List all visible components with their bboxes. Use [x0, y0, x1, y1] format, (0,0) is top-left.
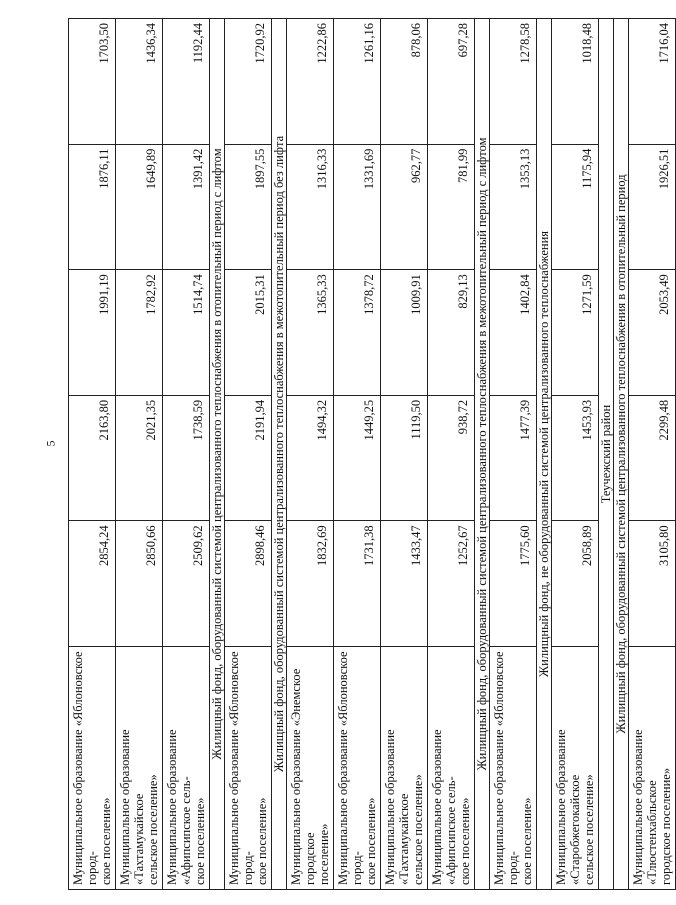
value-cell: 1832,69 — [287, 521, 334, 647]
municipality-name-line: Муниципальное образование «Тахтамукайское — [118, 729, 146, 885]
value-cell: 1514,74 — [163, 270, 210, 396]
value-cell: 2850,66 — [116, 521, 163, 647]
municipality-name-line: ское поселение» — [193, 797, 207, 885]
value-cell: 1331,69 — [334, 144, 381, 270]
table-row — [629, 19, 676, 890]
value-cell: 1175,94 — [552, 144, 599, 270]
municipality-name-line: Муниципальное образование «Яблоновское город- — [336, 651, 364, 885]
section-header-row — [537, 19, 552, 890]
section-header-row — [599, 19, 614, 890]
section-header-row — [272, 19, 287, 890]
municipality-cell — [334, 647, 381, 890]
tariff-table — [68, 18, 676, 890]
value-cell: 1775,60 — [490, 521, 537, 647]
municipality-name-line: сельское поселение» — [146, 774, 160, 885]
value-cell: 697,28 — [428, 19, 475, 145]
table-row — [552, 19, 599, 890]
value-cell: 1192,44 — [163, 19, 210, 145]
municipality-name-line: Муниципальное образование «Яблоновское город- — [492, 651, 520, 885]
value-cell: 1453,93 — [552, 395, 599, 521]
municipality-cell — [490, 647, 537, 890]
municipality-name-line: ское поселение» — [458, 797, 472, 885]
value-cell: 1991,19 — [69, 270, 116, 396]
value-cell: 1897,55 — [225, 144, 272, 270]
municipality-name-line: сельское поселение» — [411, 774, 425, 885]
value-cell: 962,77 — [381, 144, 428, 270]
municipality-name-line: ское поселение» — [364, 797, 378, 885]
value-cell: 2854,24 — [69, 521, 116, 647]
value-cell: 878,06 — [381, 19, 428, 145]
section-header: Жилищный фонд, оборудованный системой централизованного теплоснабжения в отопительный период с лифтом — [210, 19, 225, 890]
value-cell: 2053,49 — [629, 270, 676, 396]
value-cell: 1720,92 — [225, 19, 272, 145]
value-cell: 1402,84 — [490, 270, 537, 396]
municipality-cell — [381, 647, 428, 890]
municipality-name-line: сельское поселение» — [582, 774, 596, 885]
municipality-name-line: городское поселение» — [659, 767, 673, 885]
value-cell: 1782,92 — [116, 270, 163, 396]
value-cell: 1716,04 — [629, 19, 676, 145]
value-cell: 1433,47 — [381, 521, 428, 647]
municipality-cell — [428, 647, 475, 890]
section-header-row — [614, 19, 629, 890]
section-header: Жилищный фонд, не оборудованный системой централизованного теплоснабжения — [537, 19, 552, 890]
value-cell: 1261,16 — [334, 19, 381, 145]
value-cell: 1252,67 — [428, 521, 475, 647]
value-cell: 1436,34 — [116, 19, 163, 145]
value-cell: 829,13 — [428, 270, 475, 396]
municipality-name-line: ское поселение» — [520, 797, 534, 885]
value-cell: 2898,46 — [225, 521, 272, 647]
value-cell: 2015,31 — [225, 270, 272, 396]
value-cell: 1271,59 — [552, 270, 599, 396]
table-row — [334, 19, 381, 890]
value-cell: 1353,13 — [490, 144, 537, 270]
table-body — [69, 19, 676, 890]
value-cell: 1018,48 — [552, 19, 599, 145]
municipality-cell — [629, 647, 676, 890]
value-cell: 1926,51 — [629, 144, 676, 270]
value-cell: 938,72 — [428, 395, 475, 521]
value-cell: 1391,42 — [163, 144, 210, 270]
value-cell: 1477,39 — [490, 395, 537, 521]
municipality-cell — [225, 647, 272, 890]
value-cell: 1876,11 — [69, 144, 116, 270]
municipality-name-line: ское поселение» — [255, 797, 269, 885]
municipality-cell — [69, 647, 116, 890]
value-cell: 3105,80 — [629, 521, 676, 647]
value-cell: 1119,50 — [381, 395, 428, 521]
section-header: Жилищный фонд, оборудованный системой централизованного теплоснабжения в межотопительный период без лифта — [272, 19, 287, 890]
value-cell: 2509,62 — [163, 521, 210, 647]
municipality-cell — [552, 647, 599, 890]
table-row — [381, 19, 428, 890]
value-cell: 2058,89 — [552, 521, 599, 647]
section-header: Жилищный фонд, оборудованный системой централизованного теплоснабжения в отопительный период — [614, 19, 629, 890]
value-cell: 2021,35 — [116, 395, 163, 521]
table-row — [287, 19, 334, 890]
value-cell: 1316,33 — [287, 144, 334, 270]
table-container — [68, 18, 673, 890]
municipality-name-line: Муниципальное образование «Старобжегокайское — [554, 729, 582, 885]
table-row — [163, 19, 210, 890]
municipality-name-line: ское поселение» — [99, 797, 113, 885]
section-header: Жилищный фонд, оборудованный системой централизованного теплоснабжения в межотопительный период с лифтом — [475, 19, 490, 890]
municipality-cell — [163, 647, 210, 890]
value-cell: 1365,33 — [287, 270, 334, 396]
section-header-row — [210, 19, 225, 890]
municipality-cell — [287, 647, 334, 890]
table-row — [116, 19, 163, 890]
municipality-name-line: Муниципальное образование «Тлюстенхабльское — [631, 729, 659, 885]
value-cell: 1009,91 — [381, 270, 428, 396]
table-row — [428, 19, 475, 890]
value-cell: 1649,89 — [116, 144, 163, 270]
municipality-name-line: Муниципальное образование «Энемское городское — [289, 668, 317, 885]
value-cell: 1222,86 — [287, 19, 334, 145]
table-row — [69, 19, 116, 890]
municipality-cell — [116, 647, 163, 890]
value-cell: 1278,58 — [490, 19, 537, 145]
value-cell: 2191,94 — [225, 395, 272, 521]
value-cell: 2163,80 — [69, 395, 116, 521]
table-row — [225, 19, 272, 890]
value-cell: 1738,59 — [163, 395, 210, 521]
municipality-name-line: Муниципальное образование «Афипсипское сель- — [430, 729, 458, 885]
municipality-name-line: поселение» — [317, 823, 331, 885]
value-cell: 781,99 — [428, 144, 475, 270]
value-cell: 1731,38 — [334, 521, 381, 647]
rotated-page — [68, 18, 673, 890]
municipality-name-line: Муниципальное образование «Тахтамукайское — [383, 729, 411, 885]
value-cell: 2299,48 — [629, 395, 676, 521]
value-cell: 1703,50 — [69, 19, 116, 145]
section-header: Теучежский район — [599, 19, 614, 890]
value-cell: 1494,32 — [287, 395, 334, 521]
municipality-name-line: Муниципальное образование «Яблоновское город- — [71, 651, 99, 885]
section-header-row — [475, 19, 490, 890]
municipality-name-line: Муниципальное образование «Яблоновское город- — [227, 651, 255, 885]
page-number: 5 — [43, 440, 58, 447]
value-cell: 1449,25 — [334, 395, 381, 521]
table-row — [490, 19, 537, 890]
value-cell: 1378,72 — [334, 270, 381, 396]
municipality-name-line: Муниципальное образование «Афипсипское сель- — [165, 729, 193, 885]
